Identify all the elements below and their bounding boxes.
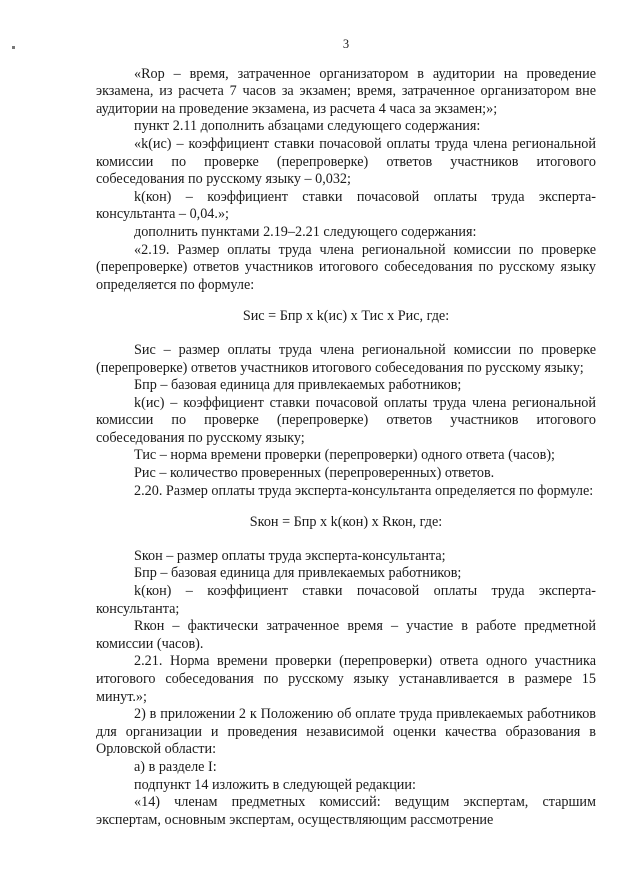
formula-skon: Sкон = Бпр x k(кон) x Rкон, где:	[249, 514, 443, 531]
paragraph: подпункт 14 изложить в следующей редакции:	[134, 776, 416, 793]
paragraph: 2.21. Норма времени проверки (перепроверки) ответа одного участника итогового собеседования по русскому языку устанавливается в размере 15 минут.»;	[96, 653, 596, 705]
paragraph: k(ис) – коэффициент ставки почасовой оплаты труда члена региональной комиссии по проверке (перепроверке) ответов участников итогового собеседования по русскому языку;	[96, 394, 596, 446]
page-number: 3	[342, 37, 350, 51]
paragraph: k(кон) – коэффициент ставки почасовой оплаты труда эксперта-консультанта;	[96, 583, 596, 617]
paragraph: «k(ис) – коэффициент ставки почасовой оплаты труда члена региональной комиссии по проверке (перепроверке) ответов участников итогового собеседования по русскому языку – 0,032;	[96, 135, 596, 188]
paragraph: «14) членам предметных комиссий: ведущим экспертам, старшим экспертам, основным экспертам, осуществляющим рассмотрение	[96, 794, 596, 828]
paragraph: Рис – количество проверенных (перепроверенных) ответов.	[134, 465, 495, 482]
paragraph: 2.20. Размер оплаты труда эксперта-консультанта определяется по формуле:	[134, 482, 594, 499]
paragraph: «2.19. Размер оплаты труда члена региональной комиссии по проверке (перепроверке) ответов участников итогового собеседования по русскому языку определяется по формуле:	[96, 241, 596, 293]
paragraph: а) в разделе I:	[134, 758, 217, 775]
scan-mark	[12, 46, 15, 49]
formula-sis: Sис = Бпр x k(ис) x Тис x Рис, где:	[242, 308, 450, 325]
paragraph: Rкон – фактически затраченное время – участие в работе предметной комиссии (часов).	[96, 618, 596, 652]
paragraph: Тис – норма времени проверки (перепроверки) одного ответа (часов);	[134, 447, 555, 464]
paragraph: Бпр – базовая единица для привлекаемых работников;	[134, 377, 462, 394]
paragraph: пункт 2.11 дополнить абзацами следующего содержания:	[134, 118, 481, 135]
paragraph: k(кон) – коэффициент ставки почасовой оплаты труда эксперта-консультанта – 0,04.»;	[96, 188, 596, 223]
paragraph: дополнить пунктами 2.19–2.21 следующего содержания:	[134, 223, 477, 240]
paragraph: «Rор – время, затраченное организатором в аудитории на проведение экзамена, из расчета 7 часов за экзамен; время, затраченное организатором вне аудитории на проведение экзамена, из расчета 4 часа за экзамен;»;	[96, 65, 596, 117]
paragraph: 2) в приложении 2 к Положению об оплате труда привлекаемых работников для организации и проведения независимой оценки качества образования в Орловской области:	[96, 706, 596, 758]
paragraph: Sис – размер оплаты труда члена региональной комиссии по проверке (перепроверке) ответов участников итогового собеседования по русскому языку;	[96, 341, 596, 376]
paragraph: Sкон – размер оплаты труда эксперта-консультанта;	[134, 547, 446, 564]
paragraph: Бпр – базовая единица для привлекаемых работников;	[134, 565, 462, 582]
